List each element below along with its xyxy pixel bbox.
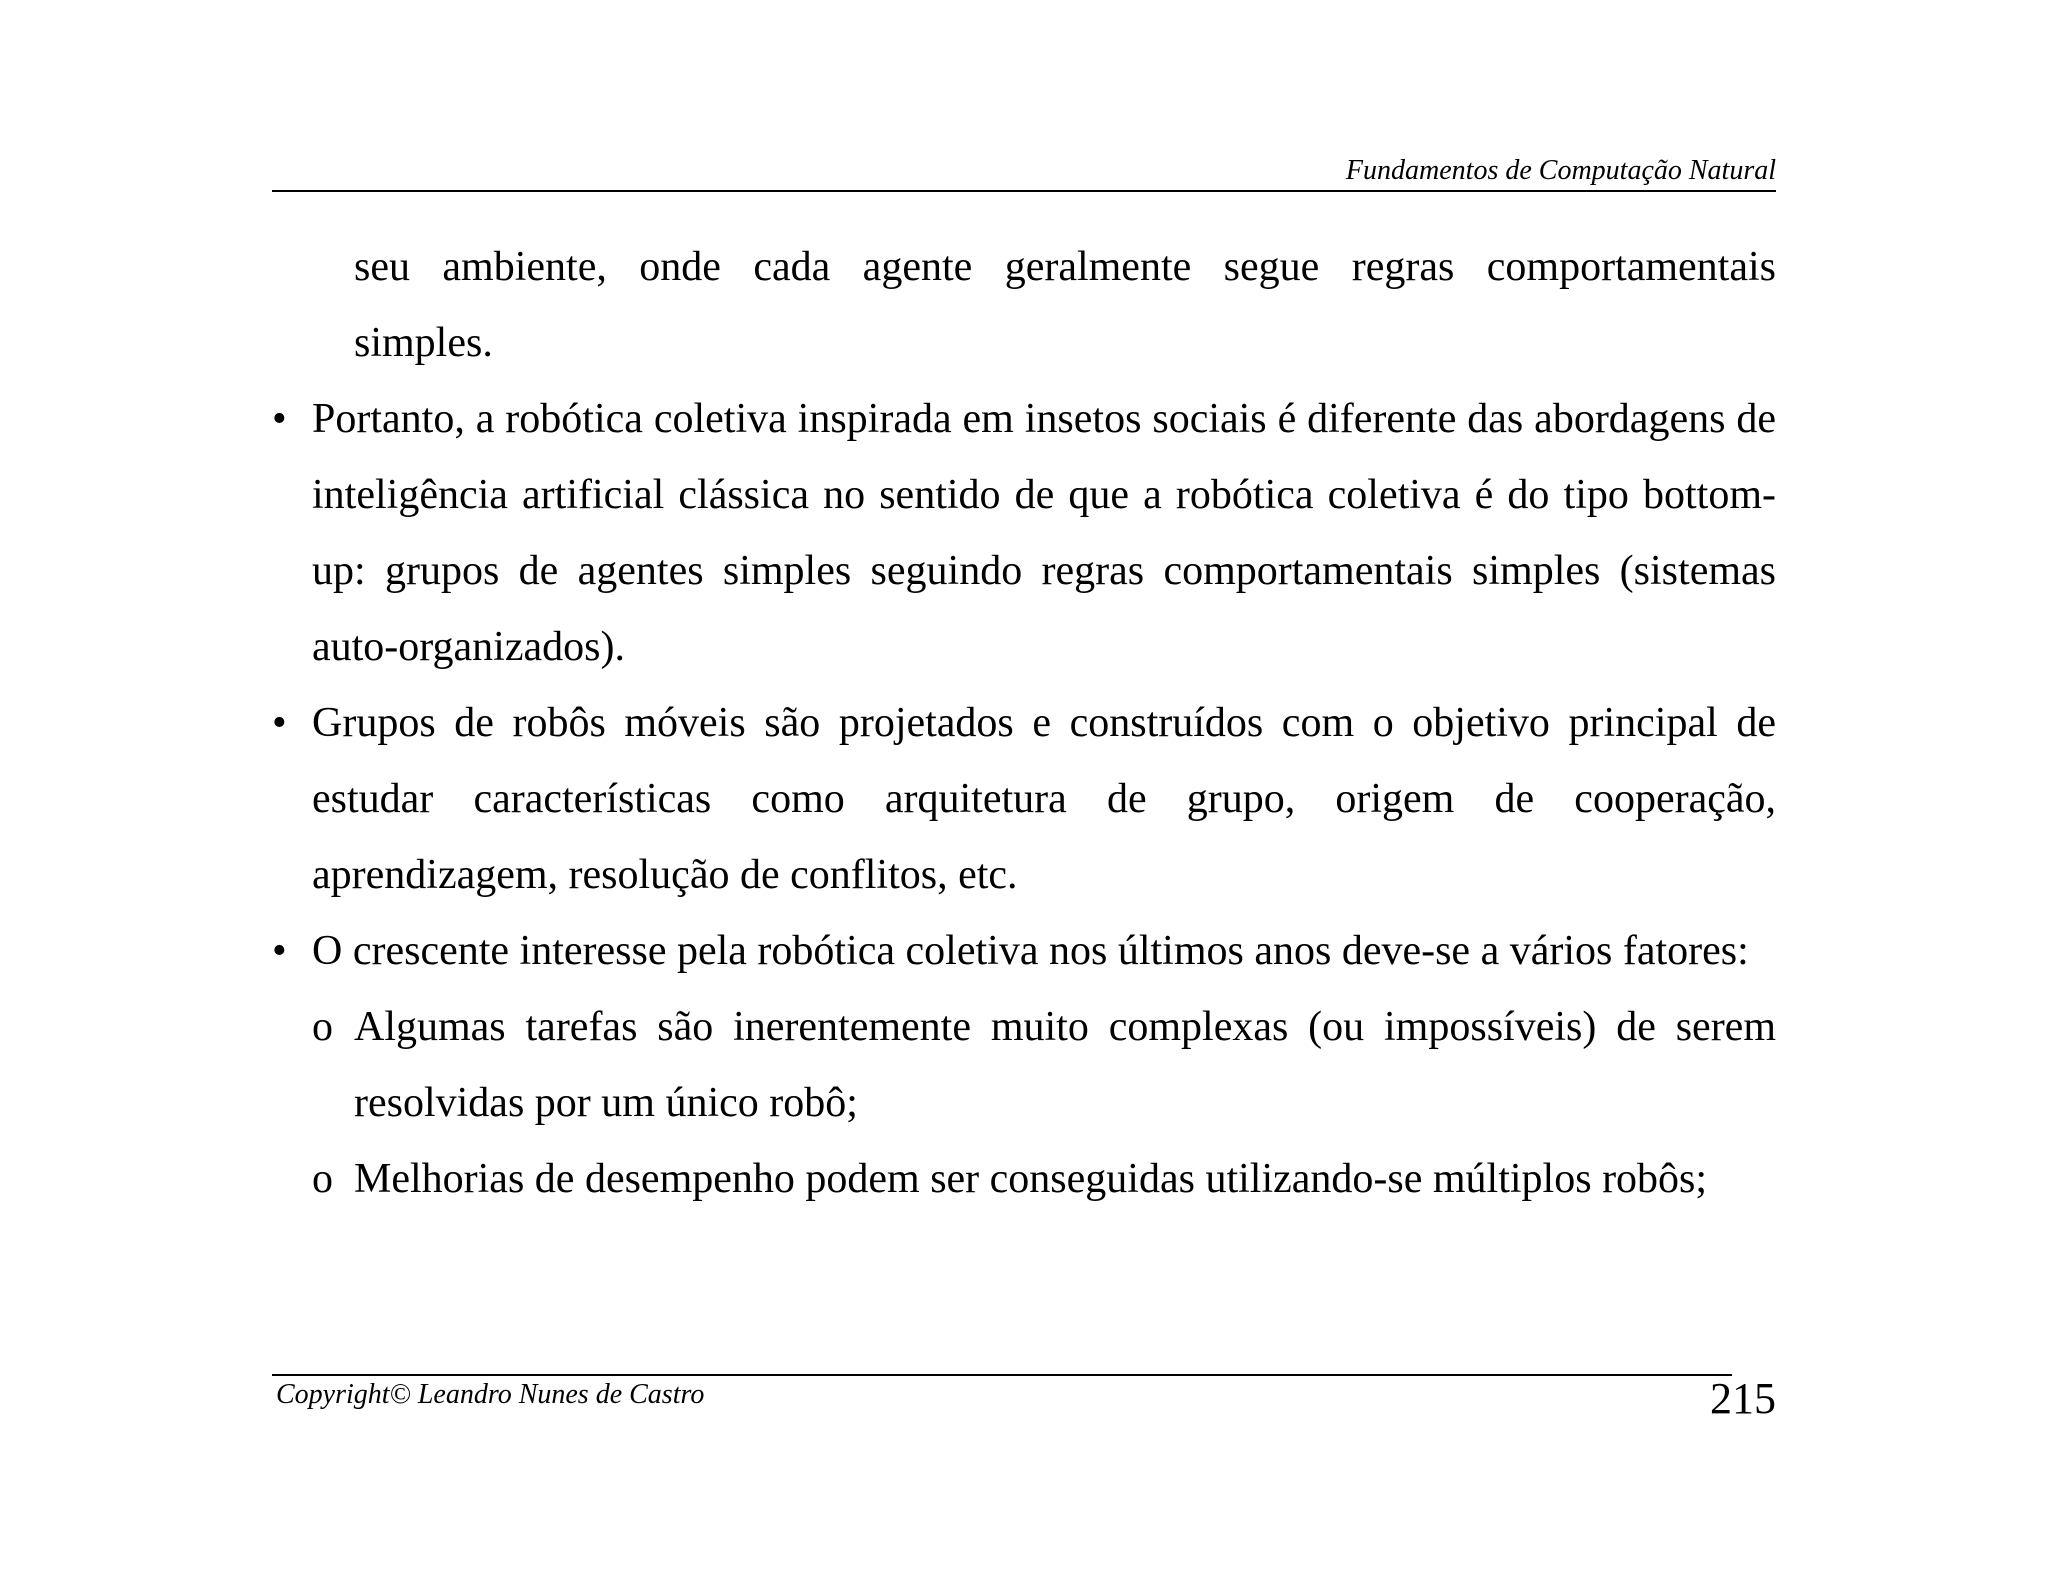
copyright-notice: Copyright© Leandro Nunes de Castro [276, 1379, 705, 1410]
sub-bullet-marker: o [312, 1004, 333, 1050]
continuation-line-2: simples. [354, 320, 493, 366]
page-number: 215 [1710, 1374, 1776, 1423]
sub-bullet-text: Melhorias de desempenho podem ser conseguidas utilizando-se múltiplos robôs; [354, 1156, 1708, 1202]
sub-bullet-item [312, 989, 1776, 1141]
sub-bullet-marker: o [312, 1156, 333, 1202]
sub-bullet-text: Algumas tarefas são inerentemente muito complexas (ou impossíveis) de serem resolvidas por um único robô; [354, 1004, 1776, 1126]
bullet-marker: • [272, 396, 287, 442]
bullet-item [272, 685, 1776, 913]
bullet-text: O crescente interesse pela robótica coletiva nos últimos anos deve-se a vários fatores: [312, 928, 1749, 974]
bullet-text: Grupos de robôs móveis são projetados e construídos com o objetivo principal de estudar características como arquitetura de grupo, origem de cooperação, aprendizagem, resolução de conflitos, etc. [312, 700, 1776, 898]
continuation-line-1: seu ambiente, onde cada agente geralmente segue regras comportamentais [354, 244, 1776, 290]
header-divider [272, 190, 1776, 192]
sub-bullet-item [312, 1141, 1776, 1217]
bullet-item [272, 381, 1776, 685]
bullet-text: Portanto, a robótica coletiva inspirada em insetos sociais é diferente das abordagens de inteligência artificial clássica no sentido de que a robótica coletiva é do tipo bottom-up: grupos de agentes simples seguindo regras comportamentais simples (sistemas auto-organizados). [312, 396, 1776, 670]
running-header-title: Fundamentos de Computação Natural [1345, 155, 1776, 186]
footer-divider [272, 1374, 1732, 1376]
page-content [272, 229, 1776, 1217]
bullet-marker: • [272, 700, 287, 746]
bullet-marker: • [272, 928, 287, 974]
bullet-item [272, 913, 1776, 989]
